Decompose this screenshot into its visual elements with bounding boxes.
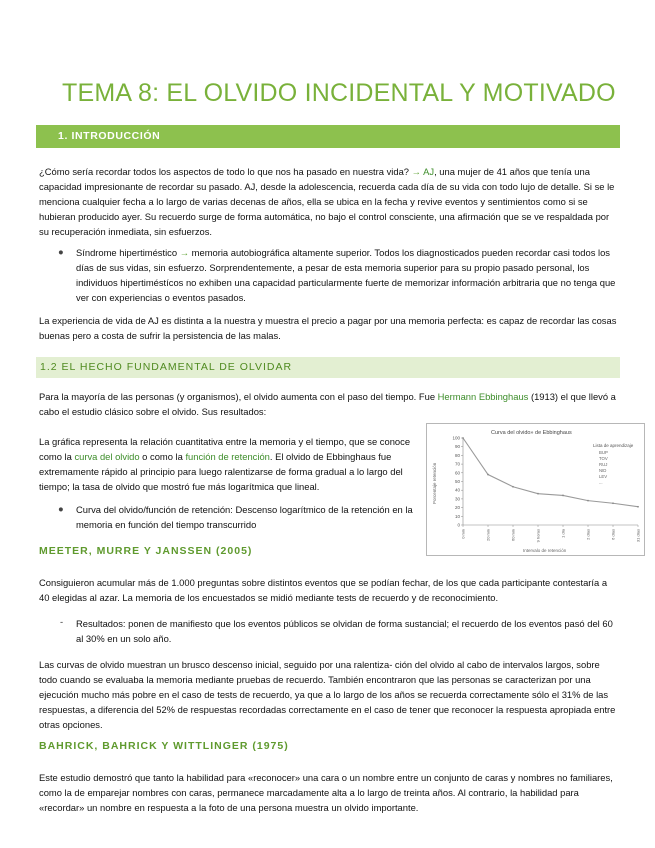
- meeter-paragraph: Consiguieron acumular más de 1.000 preguntas sobre distintos eventos que se podían fechar, de los que cada participante contestaría a 40 elegidas al azar. La memoria de los encuestados se midió mediante tests de recuerdo y de reconocimiento.: [39, 577, 608, 603]
- funcion-retencion-link: función de retención: [185, 451, 270, 462]
- data-point: [637, 506, 639, 508]
- y-tick-label: 50: [454, 479, 460, 484]
- section-header-introduccion: [36, 125, 620, 148]
- y-tick-label: 100: [452, 435, 460, 441]
- x-tick-label: 2 días: [585, 529, 591, 540]
- text: (1913) el que llevó a cabo el estudio clásico sobre el olvido. Sus resultados:: [39, 391, 616, 417]
- ebbinghaus-link: Hermann Ebbinghaus: [437, 391, 529, 402]
- chart-legend-title: Lista de aprendizaje: [593, 443, 634, 448]
- legend-item: NID: [599, 468, 607, 473]
- x-tick-label: 0 min: [460, 529, 466, 539]
- section-header-label: 1. INTRODUCCIÓN: [58, 130, 161, 142]
- aj-link: AJ: [423, 166, 435, 177]
- x-tick-label: 60 min: [510, 529, 516, 542]
- chart-x-axis: [461, 525, 641, 542]
- arrow-icon: →: [411, 166, 422, 177]
- closing-paragraph: La experiencia de vida de AJ es distinta a la nuestra y muestra el precio a pagar por una memoria perfecta: es capaz de recordar las cosas buenas pero a costa de sufrir la persistencia de las malas.: [39, 315, 617, 341]
- x-tick-label: 9 horas: [535, 529, 541, 543]
- intro-text-post: , una mujer de 41 años que tenía una capacidad impresionante de recordar su pasado. AJ, desde la adolescencia, recuerda cada día de su vida con todo lujo de detalle. Si se le menciona cualquier fecha a lo largo de varias decenas de años, ella se ubica en la fecha y revive eventos y sentimientos como si se hubieran producido ayer. Su recuerdo surge de forma automática, no bajo el control consciente, una afirmación que se ve respaldada por su recuperación inmediata, sin esfuerzos.: [39, 166, 615, 237]
- y-tick-label: 10: [454, 513, 460, 519]
- results-bullet: Resultados: ponen de manifiesto que los eventos públicos se olvidan de forma sustancial; el recuerdo de los eventos pasó del 60 al 30% en un solo año.: [76, 618, 613, 644]
- text: o como la: [139, 451, 186, 462]
- legend-item: BUP: [599, 450, 608, 455]
- legend-item: RUJ: [599, 462, 608, 467]
- data-point: [537, 493, 539, 495]
- x-tick-label: 6 días: [610, 529, 616, 540]
- curve-paragraph: [39, 434, 421, 494]
- bullet-text: memoria autobiográfica altamente superior. Todos los diagnosticados pueden recordar casi todos los días de sus vidas, sin esfuerzo. Sorprendentemente, a pesar de esta memoria superior para su propio pasado personal, los individuos hipertiméstícos no exhiben una capacidad particularmente fuerte de memorizar información arbitraria que no tenga que ver con experiencias o eventos pasados.: [76, 247, 616, 303]
- data-point: [487, 474, 489, 476]
- y-tick-label: 60: [454, 470, 460, 476]
- heading-meeter: MEETER, MURRE Y JANSSEN (2005): [39, 545, 253, 557]
- bullet-term: Síndrome hipertiméstico: [76, 247, 178, 258]
- intro-text-pre: ¿Cómo sería recordar todos los aspectos de todo lo que nos ha pasado en nuestra vida?: [39, 166, 410, 177]
- ebbinghaus-chart: [426, 423, 645, 556]
- y-tick-label: 20: [454, 505, 460, 511]
- chart-svg: [427, 424, 644, 555]
- curve-bullet: Curva del olvido/función de retención: Descenso logarítmico de la retención en la memoria en función del tiempo transcurrido: [76, 504, 413, 530]
- page-title: TEMA 8: EL OLVIDO INCIDENTAL Y MOTIVADO: [62, 79, 616, 107]
- heading-bahrick: BAHRICK, BAHRICK Y WITTLINGER (1975): [39, 740, 289, 752]
- chart-legend: [599, 450, 608, 485]
- dash-bullet-icon: -: [60, 616, 64, 627]
- curva-olvido-link: curva del olvido: [74, 451, 140, 462]
- y-tick-label: 70: [454, 461, 460, 467]
- legend-item: TOV: [599, 456, 608, 461]
- y-tick-label: 40: [454, 487, 460, 493]
- data-point: [512, 486, 514, 488]
- chart-xlabel: Intervalo de retención: [523, 548, 567, 553]
- arrow-icon: →: [179, 247, 190, 258]
- hipertimestico-bullet: [76, 245, 616, 305]
- x-tick-label: 20 min: [485, 529, 491, 542]
- subsection-header-olvidar: [36, 357, 620, 378]
- chart-y-axis: [452, 436, 463, 528]
- curves-paragraph: Las curvas de olvido muestran un brusco descenso inicial, seguido por una ralentiza- ción del olvido al cabo de intervalos largos, sobre todo cuando se evaluaba la memoria mediante pruebas de recuerdo. También encontraron que las personas se caracterizan por una ejecución mucho más pobre en el caso de tests de recuerdo, ya que a lo largo de los años se recuerda correctamente sólo el 31% de las respuestas, a diferencia del 52% de respuestas recordadas correctamente en el caso de tener que reconocer la respuesta apropiada entre otras opciones.: [39, 659, 616, 730]
- subsection-header-label: 1.2 EL HECHO FUNDAMENTAL DE OLVIDAR: [40, 361, 293, 373]
- x-tick-label: 1 día: [560, 529, 566, 538]
- legend-item: LEV: [599, 474, 608, 479]
- bullet-icon: ●: [58, 246, 64, 257]
- legend-item: ...: [599, 480, 603, 485]
- series-line: [463, 438, 638, 507]
- chart-title: Curva del olvido» de Ebbinghaus: [491, 430, 572, 436]
- y-tick-label: 90: [454, 444, 460, 450]
- ebbinghaus-paragraph: [39, 389, 617, 419]
- data-point: [587, 500, 589, 502]
- text: La gráfica representa la relación cuantitativa entre la memoria y el tiempo, que se conoce como la: [39, 436, 411, 462]
- x-tick-label: 31 días: [635, 529, 641, 543]
- y-tick-label: 80: [454, 452, 460, 458]
- text: . El olvido de Ebbinghaus fue extremamente rápido al principio para luego ralentizarse de forma gradual a lo largo del tiempo; la tasa de olvido que mostró fue más logarítmica que lineal.: [39, 451, 403, 492]
- y-tick-label: 30: [454, 496, 460, 502]
- data-point: [562, 495, 564, 497]
- bahrick-paragraph: Este estudio demostró que tanto la habilidad para «reconocer» una cara o un nombre entre un conjunto de caras y nombres no familiares, como la de emparejar nombres con caras, permanece marcadamente alta a lo largo de treinta años. Al contrario, la habilidad para «recordar» un nombre en respuesta a la foto de una persona muestra un olvido importante.: [39, 772, 613, 813]
- chart-ylabel: Porcentaje retención: [432, 462, 437, 504]
- y-tick-label: 0: [457, 522, 460, 528]
- bullet-icon: ●: [58, 503, 64, 514]
- intro-paragraph: [39, 164, 617, 239]
- data-point: [612, 502, 614, 504]
- data-point: [462, 437, 464, 439]
- text: Para la mayoría de las personas (y organismos), el olvido aumenta con el paso del tiempo. Fue: [39, 391, 438, 402]
